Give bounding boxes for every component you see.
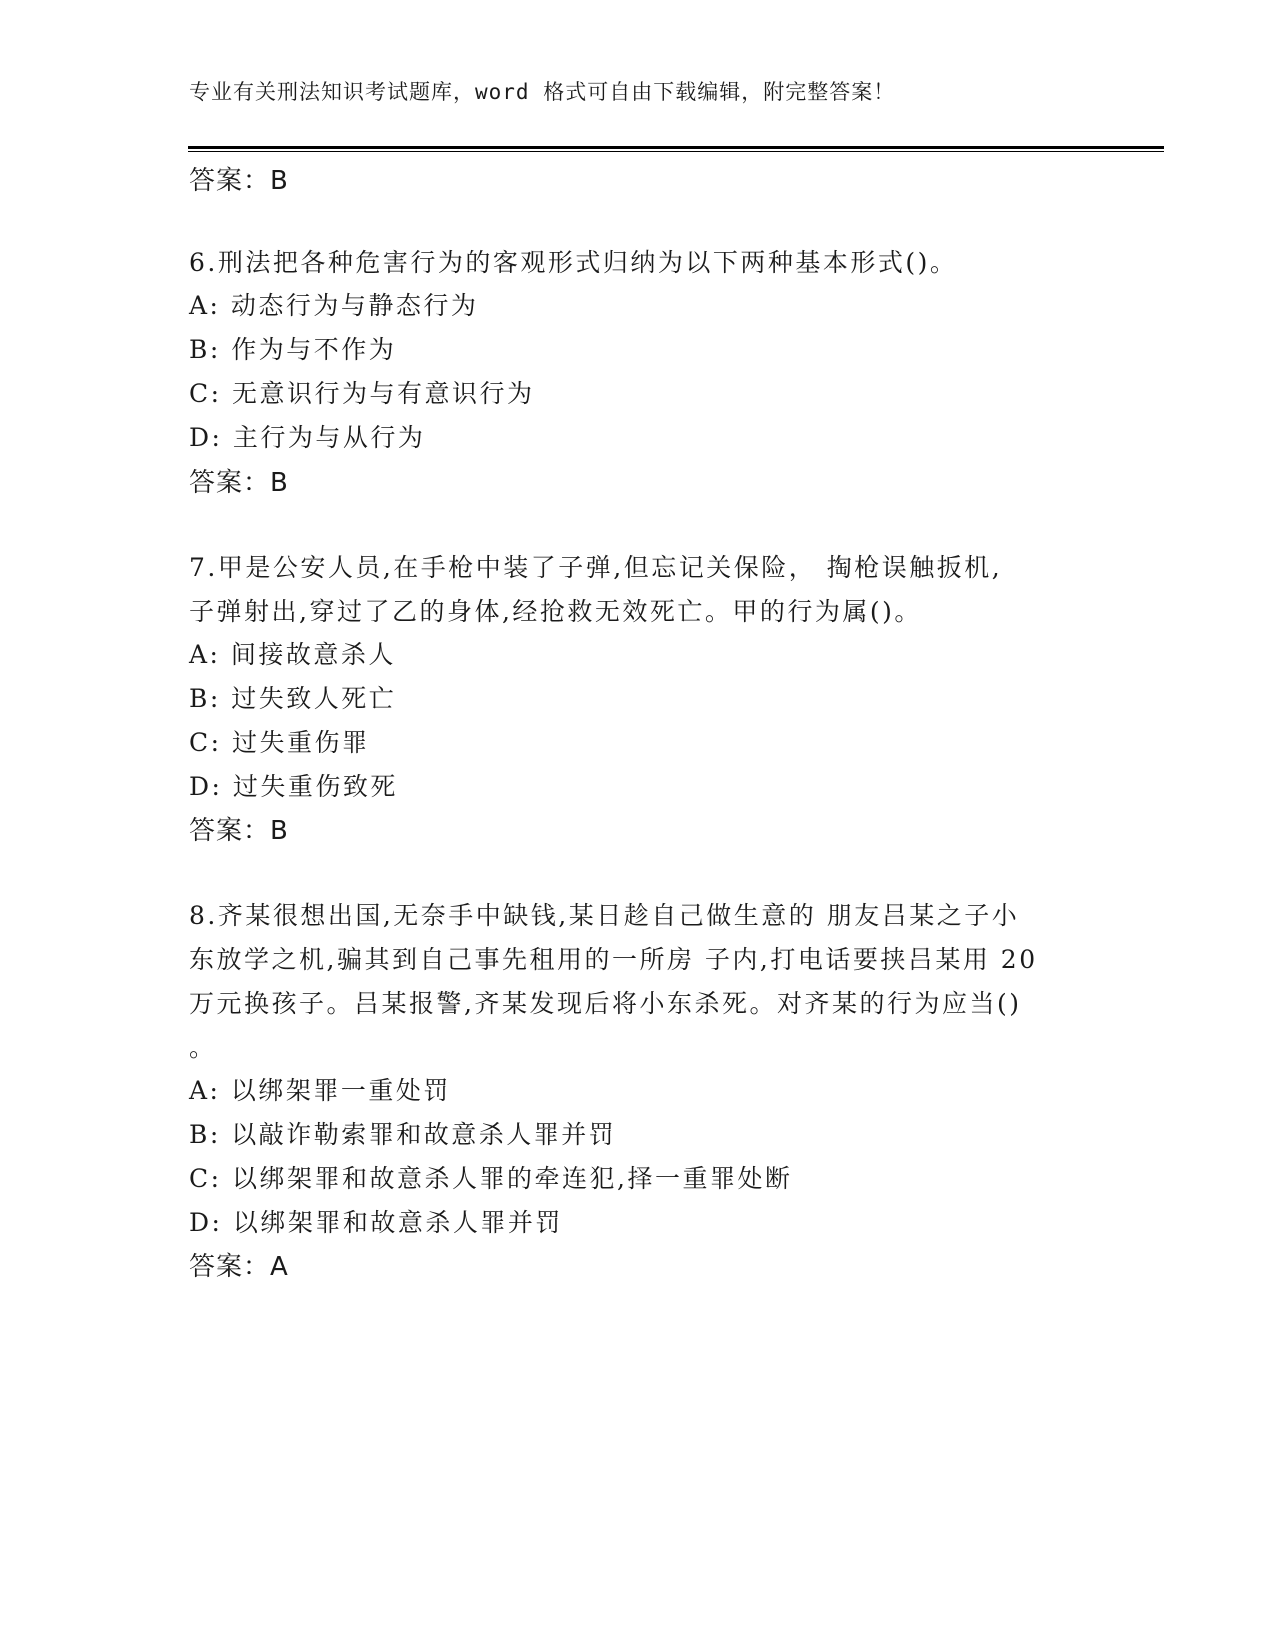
question-stem: 东放学之机,骗其到自己事先租用的一所房 子内,打电话要挟吕某用 20 [189,945,1038,974]
option-a: A: 以绑架罪一重处罚 [189,1076,451,1105]
option-b: B: 作为与不作为 [189,335,397,364]
answer-line: 答案：B [189,468,289,498]
option-b: B: 以敲诈勒索罪和故意杀人罪并罚 [189,1120,617,1149]
answer-line: 答案：B [189,166,289,196]
question-stem: 子弹射出,穿过了乙的身体,经抢救无效死亡。甲的行为属()。 [189,597,922,626]
option-a: A: 动态行为与静态行为 [189,291,479,320]
page-header: 专业有关刑法知识考试题库，word 格式可自由下载编辑，附完整答案！ [189,80,896,104]
header-divider [188,146,1164,152]
option-c: C: 无意识行为与有意识行为 [189,379,535,408]
option-c: C: 以绑架罪和故意杀人罪的牵连犯,择一重罪处断 [189,1164,793,1193]
answer-line: 答案：B [189,816,289,846]
option-d: D: 过失重伤致死 [189,772,398,801]
option-c: C: 过失重伤罪 [189,728,370,757]
question-stem: 8.齐某很想出国,无奈手中缺钱,某日趁自己做生意的 朋友吕某之子小 [189,901,1020,930]
option-d: D: 以绑架罪和故意杀人罪并罚 [189,1208,563,1237]
question-stem: 6.刑法把各种危害行为的客观形式归纳为以下两种基本形式()。 [189,248,958,277]
question-stem: 。 [189,1033,217,1062]
option-b: B: 过失致人死亡 [189,684,397,713]
answer-line: 答案：A [189,1252,289,1282]
question-stem: 7.甲是公安人员,在手枪中装了子弹,但忘记关保险， 掏枪误触扳机, [189,553,1003,582]
option-a: A: 间接故意杀人 [189,640,396,669]
question-stem: 万元换孩子。吕某报警,齐某发现后将小东杀死。对齐某的行为应当() [189,989,1022,1018]
option-d: D: 主行为与从行为 [189,423,426,452]
